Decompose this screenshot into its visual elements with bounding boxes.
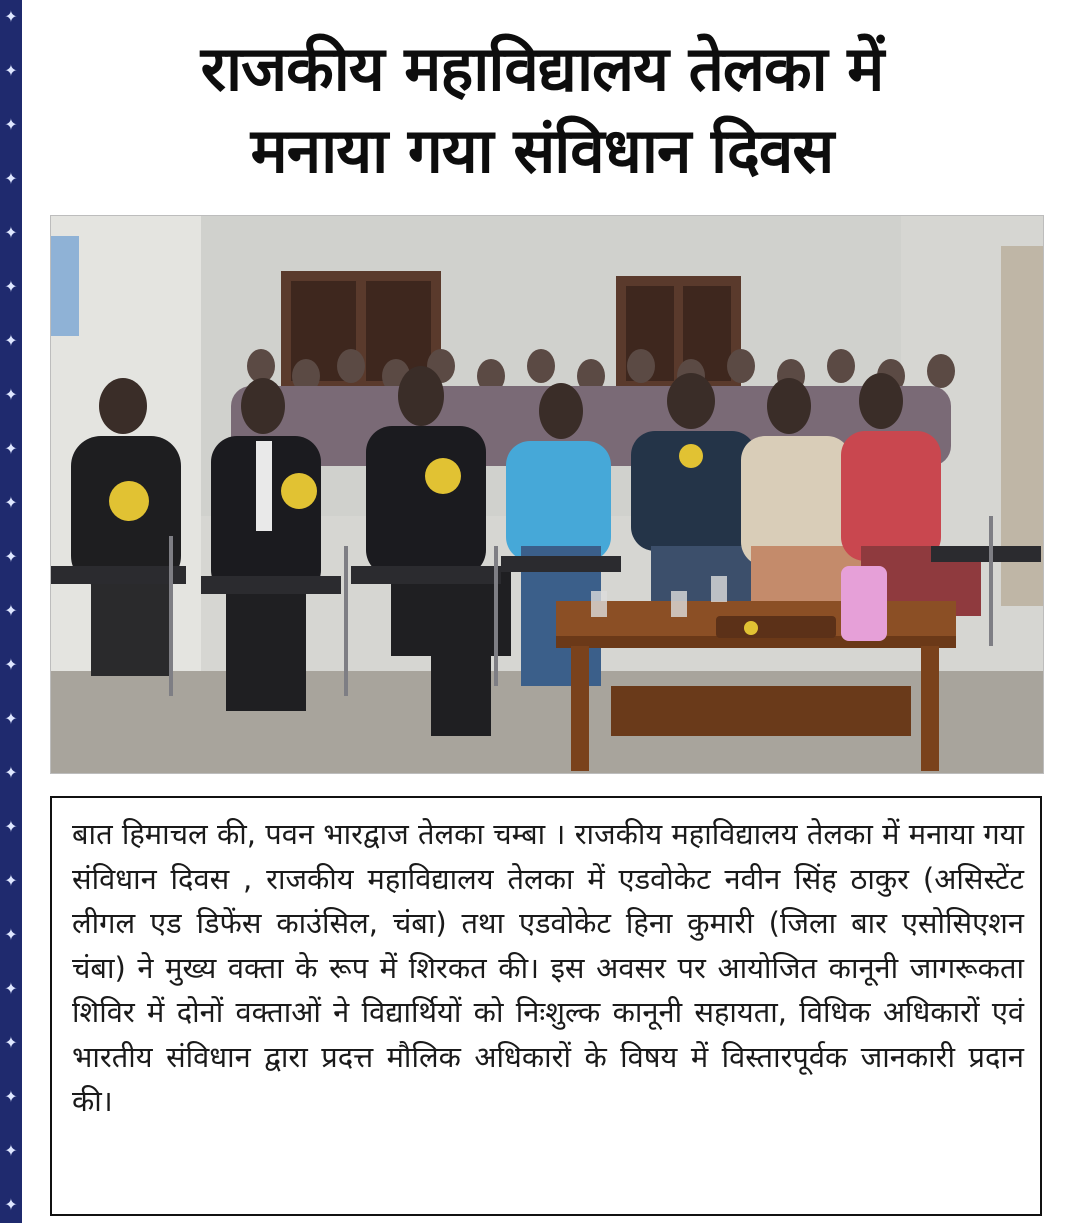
article-body: बात हिमाचल की, पवन भारद्वाज तेलका चम्बा । राजकीय महाविद्यालय तेलका में मनाया गया संविधान दिवस , राजकीय महाविद्यालय तेलका में एडवोकेट नवीन सिंह ठाकुर (असिस्टेंट लीगल एड डिफेंस काउंसिल, चंबा) तथा एडवोकेट हिना कुमारी (जिला बार एसोसिएशन चंबा) ने मुख्य वक्ता के रूप में शिरकत की। इस अवसर पर आयोजित कानूनी जागरूकता शिविर में दोनों वक्ताओं ने विद्यार्थियों को निःशुल्क कानूनी सहायता, विधिक अधिकारों एवं भारतीय संविधान द्वारा प्रदत्त मौलिक अधिकारों के विषय में विस्तारपूर्वक जानकारी प्रदान की। <box>72 817 1024 1118</box>
border-ornament-icon: ✦ <box>4 925 18 944</box>
border-ornament-icon: ✦ <box>4 1141 18 1160</box>
article-box <box>50 796 1042 1216</box>
border-ornament-icon: ✦ <box>4 601 18 620</box>
border-ornament-icon: ✦ <box>4 709 18 728</box>
border-ornament-icon: ✦ <box>4 547 18 566</box>
headline-line-1: राजकीय महाविद्यालय तेलका में <box>200 32 884 105</box>
border-ornament-icon: ✦ <box>4 979 18 998</box>
border-ornament-icon: ✦ <box>4 385 18 404</box>
event-photo-illustration <box>51 216 1043 773</box>
border-ornament-icon: ✦ <box>4 763 18 782</box>
border-ornament-icon: ✦ <box>4 115 18 134</box>
decorative-side-border <box>0 0 22 1223</box>
border-ornament-icon: ✦ <box>4 1033 18 1052</box>
border-ornament-icon: ✦ <box>4 61 18 80</box>
border-ornament-icon: ✦ <box>4 439 18 458</box>
border-ornament-icon: ✦ <box>4 169 18 188</box>
newspaper-clipping <box>22 0 1080 1223</box>
border-ornament-icon: ✦ <box>4 493 18 512</box>
border-ornament-icon: ✦ <box>4 655 18 674</box>
event-photo <box>50 215 1044 774</box>
border-ornament-icon: ✦ <box>4 331 18 350</box>
border-ornament-icon: ✦ <box>4 223 18 242</box>
border-ornament-icon: ✦ <box>4 7 18 26</box>
border-ornament-icon: ✦ <box>4 277 18 296</box>
headline <box>22 28 1062 192</box>
border-ornament-icon: ✦ <box>4 817 18 836</box>
border-ornament-icon: ✦ <box>4 871 18 890</box>
border-ornament-icon: ✦ <box>4 1195 18 1214</box>
border-ornament-icon: ✦ <box>4 1087 18 1106</box>
headline-line-2: मनाया गया संविधान दिवस <box>250 114 834 187</box>
